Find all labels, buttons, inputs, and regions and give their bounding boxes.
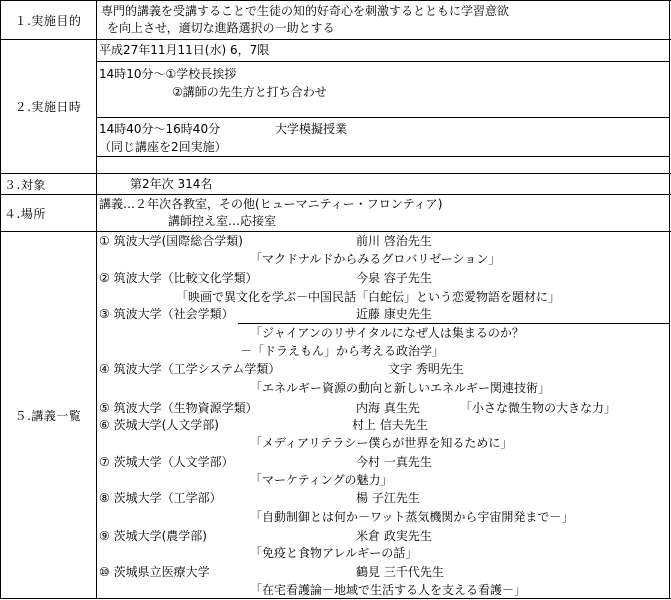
grid-row2-bottom xyxy=(0,173,671,174)
schedule-divider-2 xyxy=(96,117,670,118)
lecture-10-university: ⑩ 茨城県立医療大学 xyxy=(99,565,210,579)
lecture-1-title: 「マクドナルドからみるグロバリゼーション」 xyxy=(250,252,501,266)
schedule-activity: 大学模擬授業 xyxy=(275,122,348,136)
lecture-3-title: 「ジャイアンのリサイタルになぜ人は集まるのか？ xyxy=(250,326,524,340)
lecture-4-university: ④ 筑波大学（工学システム学類） xyxy=(99,362,281,376)
grid-row3-bottom xyxy=(0,194,671,195)
lecture-6-title: 「メディアリテラシー僕らが世界を知るために」 xyxy=(250,436,513,450)
schedule-label: ２.実施日時 xyxy=(14,100,82,114)
schedule-time1: 14時10分～①学校長挨拶 xyxy=(99,67,237,81)
lecture-8-title: 「自動制御とは何か－ワット蒸気機関から宇宙開発まで－」 xyxy=(250,510,574,524)
grid-row1-bottom xyxy=(0,39,671,40)
lecture-5-title: 「小さな微生物の大きな力」 xyxy=(460,401,617,415)
lecture-6-teacher: 村上 信夫先生 xyxy=(352,418,428,432)
target-label: ３.対象 xyxy=(4,177,46,192)
grid-bottom-border xyxy=(0,598,671,599)
lecture-9-teacher: 米倉 政実先生 xyxy=(356,529,432,543)
schedule-date: 平成27年11月11日(水) 6，7限 xyxy=(99,43,270,57)
purpose-line1: 専門的講義を受講することで生徒の知的好奇心を刺激するとともに学習意欲 xyxy=(101,4,510,18)
lecture-9-title: 「免疫と食物アレルギーの話」 xyxy=(250,546,418,560)
grid-top-border xyxy=(0,0,671,1)
place-line2: 講師控え室…応接室 xyxy=(168,214,277,228)
lecture-10-teacher: 鶴見 三千代先生 xyxy=(356,565,444,579)
place-label: ４.場所 xyxy=(4,206,46,221)
lecture-7-title: 「マーケティングの魅力」 xyxy=(250,473,393,487)
purpose-label: １.実施目的 xyxy=(14,13,82,28)
lecture-1-teacher: 前川 啓治先生 xyxy=(356,234,432,248)
lecture-3-border xyxy=(238,323,670,324)
lecture-6-university: ⑥ 茨城大学(人文学部) xyxy=(99,418,219,432)
lectures-label: ５.講義一覧 xyxy=(14,408,82,423)
grid-right-border xyxy=(669,0,670,599)
lecture-5-teacher: 内海 真生先 xyxy=(356,401,420,415)
place-line1: 講義…２年次各教室，その他(ヒューマニティー・フロンティア) xyxy=(99,197,443,211)
lecture-2-teacher: 今泉 容子先生 xyxy=(356,271,432,285)
schedule-item2: ②講師の先生方と打ち合わせ xyxy=(172,85,327,99)
lecture-2-university: ② 筑波大学（比較文化学類） xyxy=(99,271,258,285)
grid-label-divider xyxy=(96,0,97,599)
lecture-4-teacher: 文字 秀明先生 xyxy=(388,362,464,376)
lecture-5-university: ⑤ 筑波大学（生物資源学類） xyxy=(99,401,258,415)
lecture-4-title: 「エネルギー資源の動向と新しいエネルギー関連技術」 xyxy=(250,381,551,395)
lecture-3-title-line2: －「ドラえもん」から考える政治学」 xyxy=(240,344,445,358)
lecture-7-university: ⑦ 茨城大学（人文学部） xyxy=(99,455,234,469)
schedule-time2: 14時40分～16時40分 xyxy=(99,122,221,136)
lecture-8-university: ⑧ 茨城大学（工学部） xyxy=(99,491,222,505)
schedule-note: （同じ講座を2回実施） xyxy=(99,140,227,154)
grid-row4-bottom xyxy=(0,231,671,232)
lecture-1-university: ① 筑波大学(国際総合学類) xyxy=(99,234,243,248)
lecture-2-title: 「映画で異文化を学ぶ－中国民話「白蛇伝」という恋愛物語を題材に」 xyxy=(176,290,561,304)
target-text: 第2年次 314名 xyxy=(130,177,213,191)
lecture-9-university: ⑨ 茨城大学(農学部) xyxy=(99,529,207,543)
schedule-divider-3 xyxy=(96,156,670,157)
lecture-3-university: ③ 筑波大学（社会学類） xyxy=(99,307,234,321)
lecture-7-teacher: 今村 一真先生 xyxy=(356,455,432,469)
lecture-10-title: 「在宅看護論－地域で生活する人を支える看護－」 xyxy=(250,583,527,597)
schedule-divider-1 xyxy=(96,61,670,62)
purpose-line2: を向上させ，適切な進路選択の一助とする xyxy=(107,21,335,35)
lecture-3-teacher: 近藤 康史先生 xyxy=(356,307,432,321)
lecture-8-teacher: 楊 子江先生 xyxy=(356,491,420,505)
